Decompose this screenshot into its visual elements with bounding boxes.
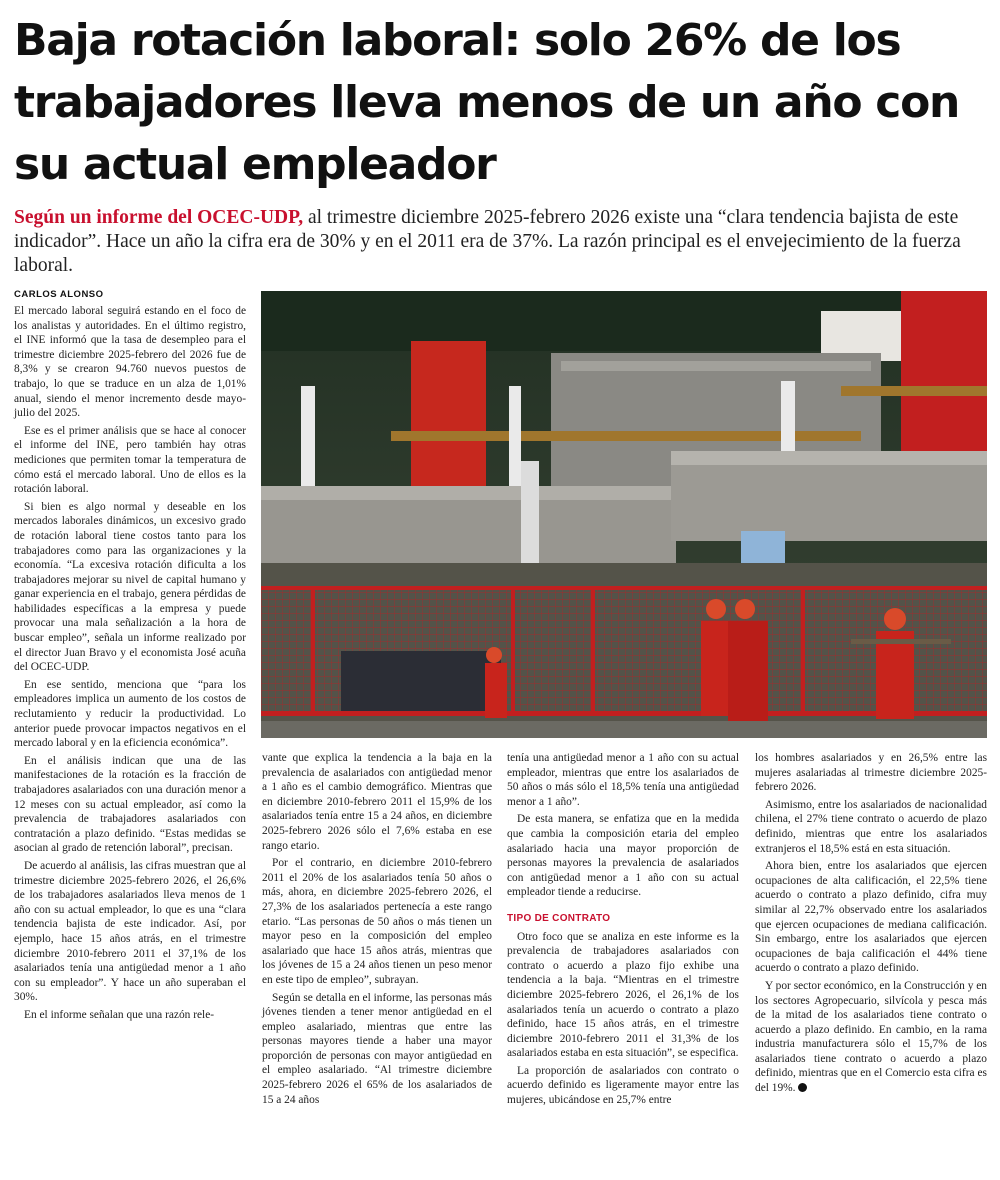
paragraph: De acuerdo al análisis, las cifras muestran que al trimestre diciembre 2025-febrero 2026, el 26,6% de los trabajadores asalariados lleva menos de 1 año con su actual empleador, lo que es una “clara tendencia bajista de este indicador. Así, por ejemplo, hace 15 años atrás, en el trimestre diciembre 2010-febrero 2011 el 37,1% de los asalariados tenía una antigüedad menor a 1 año con su empleador”. Y hace un año superaban el 30%. xyxy=(14,859,246,1004)
paragraph: Según se detalla en el informe, las personas más jóvenes tienden a tener menor antigüedad en el empleo asalariado, mientras que entre las personas mayores tiende a haber una mayor proporción de personas con mayor antigüedad en el empleo asalariado. “Al trimestre diciembre 2025-febrero 2026 el 65% de los asalariados de 15 a 24 años xyxy=(262,991,492,1106)
paragraph: El mercado laboral seguirá estando en el foco de los analistas y autoridades. En el último registro, el INE informó que la tasa de desempleo para el trimestre diciembre 2025-febrero del 2026 fue de 8,3% y se crearon 94.760 nuevos puestos de trabajo, lo que se traduce en un alza de 1,01% anual, siendo el menor incremento desde mayo-julio del 2025. xyxy=(14,305,246,420)
paragraph: vante que explica la tendencia a la baja en la prevalencia de asalariados con antigüedad menor a 1 año es el cambio demográfico. Mientras que en diciembre 2010-febrero 2011 el 15,9% de los asalariados tenía entre 15 a 24 años, en diciembre 2025-febrero 2026 sólo el 7,6% estaba en ese rango etario. xyxy=(262,752,492,852)
lead-paragraph xyxy=(14,206,989,278)
body-column-1 xyxy=(14,304,246,1026)
paragraph: Asimismo, entre los asalariados de nacionalidad chilena, el 27% tiene contrato o acuerdo de plazo definido, mientras que entre los asalariados extranjeros el 18,5% está en esta situación. xyxy=(755,798,987,855)
paragraph: Si bien es algo normal y deseable en los mercados laborales dinámicos, un excesivo grado de rotación laboral tiene costos tanto para los trabajadores como para las organizaciones y la economía. “La excesiva rotación dificulta a los trabajadores mejorar su nivel de capital humano y ganar experiencia en el trabajo, genera pérdidas de habilidades específicas a la empresa y puede provocar una mala señalización a la hora de buscar empleo”, señala un informe realizado por el director Juan Bravo y el economista José acuña del OCEC-UDP. xyxy=(14,500,246,674)
paragraph: De esta manera, se enfatiza que en la medida que cambia la composición etaria del empleo asalariado hacia una mayor proporción de personas mayores la prevalencia de asalariados con antigüedad menor a 1 año con su actual empleador tiende a reducirse. xyxy=(507,813,739,899)
headline: Baja rotación laboral: solo 26% de los trabajadores lleva menos de un año con su actual empleador xyxy=(14,15,960,190)
body-column-3 xyxy=(507,751,739,1111)
paragraph: Por el contrario, en diciembre 2010-febrero 2011 el 20% de los asalariados tenía 50 años o más, ahora, en diciembre 2025-febrero 2026, el 27,3% de los asalariados pertenecía a este rango etario. “Las personas de 50 años o más tienen un mayor peso en la composición del empleo asalariado que hace 15 años atrás, mientras que los jóvenes de 15 a 24 años tienen un peso menor en este tipo de empleo”, subrayan. xyxy=(262,857,492,986)
paragraph: los hombres asalariados y en 26,5% entre las mujeres asalariadas al trimestre diciembre 2025-febrero 2026. xyxy=(755,752,987,794)
lead-text: al trimestre diciembre 2025-febrero 2026 existe una “clara tendencia bajista de este indicador”. Hace un año la cifra era de 30% y en el 2011 era de 37%. La razón principal es el envejecimiento de la fuerza laboral. xyxy=(14,207,961,276)
paragraph: En ese sentido, menciona que “para los empleadores implica un aumento de los costos de reclutamiento y reducir la productividad. Lo anterior puede provocar impactos negativos en el mercado laboral y en la eficiencia económica”. xyxy=(14,678,246,750)
byline: CARLOS ALONSO xyxy=(14,289,104,300)
lead-highlight: Según un informe del OCEC-UDP, xyxy=(14,207,304,228)
body-column-4 xyxy=(755,751,987,1099)
paragraph: En el informe señalan que una razón rele- xyxy=(24,1008,215,1021)
section-subhead: TIPO DE CONTRATO xyxy=(507,912,611,924)
paragraph-final xyxy=(755,979,987,1096)
paragraph: tenía una antigüedad menor a 1 año con su actual empleador, mientras que entre los asalariados de 50 años o más sólo el 18,5% tenía una antigüedad menor a 1 año”. xyxy=(507,752,739,808)
paragraph: Ese es el primer análisis que se hace al conocer el informe del INE, pero también hay otras mediciones que permiten tomar la temperatura de cómo está el mercado laboral. Uno de ellos es la rotación laboral. xyxy=(14,424,246,496)
paragraph: La proporción de asalariados con contrato o acuerdo definido es ligeramente mayor entre las mujeres, ubicándose en 25,7% entre xyxy=(507,1064,739,1107)
paragraph: En el análisis indican que una de las manifestaciones de la rotación es la fracción de trabajadores asalariados con una duración menor a 12 meses con su actual empleador, así como la prevalencia de trabajadores asalariados con contratación a plazo definido. “Estas medidas se asocian al grado de retención laboral”, precisan. xyxy=(14,754,246,855)
paragraph-text: Y por sector económico, en la Construcción y en los sectores Agropecuario, silvícola y pesca más de la mitad de los asalariados tiene contrato o acuerdo a plazo definido. En cambio, en la rama industria manufacturera sólo el 15,7% de los asalariados tiene contrato o acuerdo a plazo definido, mientras que en el Comercio esta cifra es del 19%. xyxy=(755,979,987,1095)
paragraph: Otro foco que se analiza en este informe es la prevalencia de trabajadores asalariados con contrato o acuerdo a plazo fijo exhibe una tendencia a la baja. “Mientras en el trimestre diciembre 2025-febrero 2026, el 26,1% de los asalariados tenía un acuerdo o contrato a plazo definido, hace 15 años atrás, en el trimestre diciembre 2010-febrero 2011 el 31,3% de los asalariados estaba en esta situación”, se especifica. xyxy=(507,930,739,1060)
construction-site-photo xyxy=(261,291,987,738)
end-of-article-icon xyxy=(798,1083,807,1092)
body-column-2 xyxy=(262,751,492,1110)
paragraph: Ahora bien, entre los asalariados que ejercen ocupaciones de alta calificación, el 22,5% tiene acuerdo o contrato a plazo definido, cifra muy similar al 22,7% observado entre los asalariados que ejercen ocupaciones de mediana calificación. Sin embargo, entre los asalariados que ejercen ocupaciones de baja calificación el 44% tiene acuerdo o contrato a plazo definido. xyxy=(755,860,987,975)
